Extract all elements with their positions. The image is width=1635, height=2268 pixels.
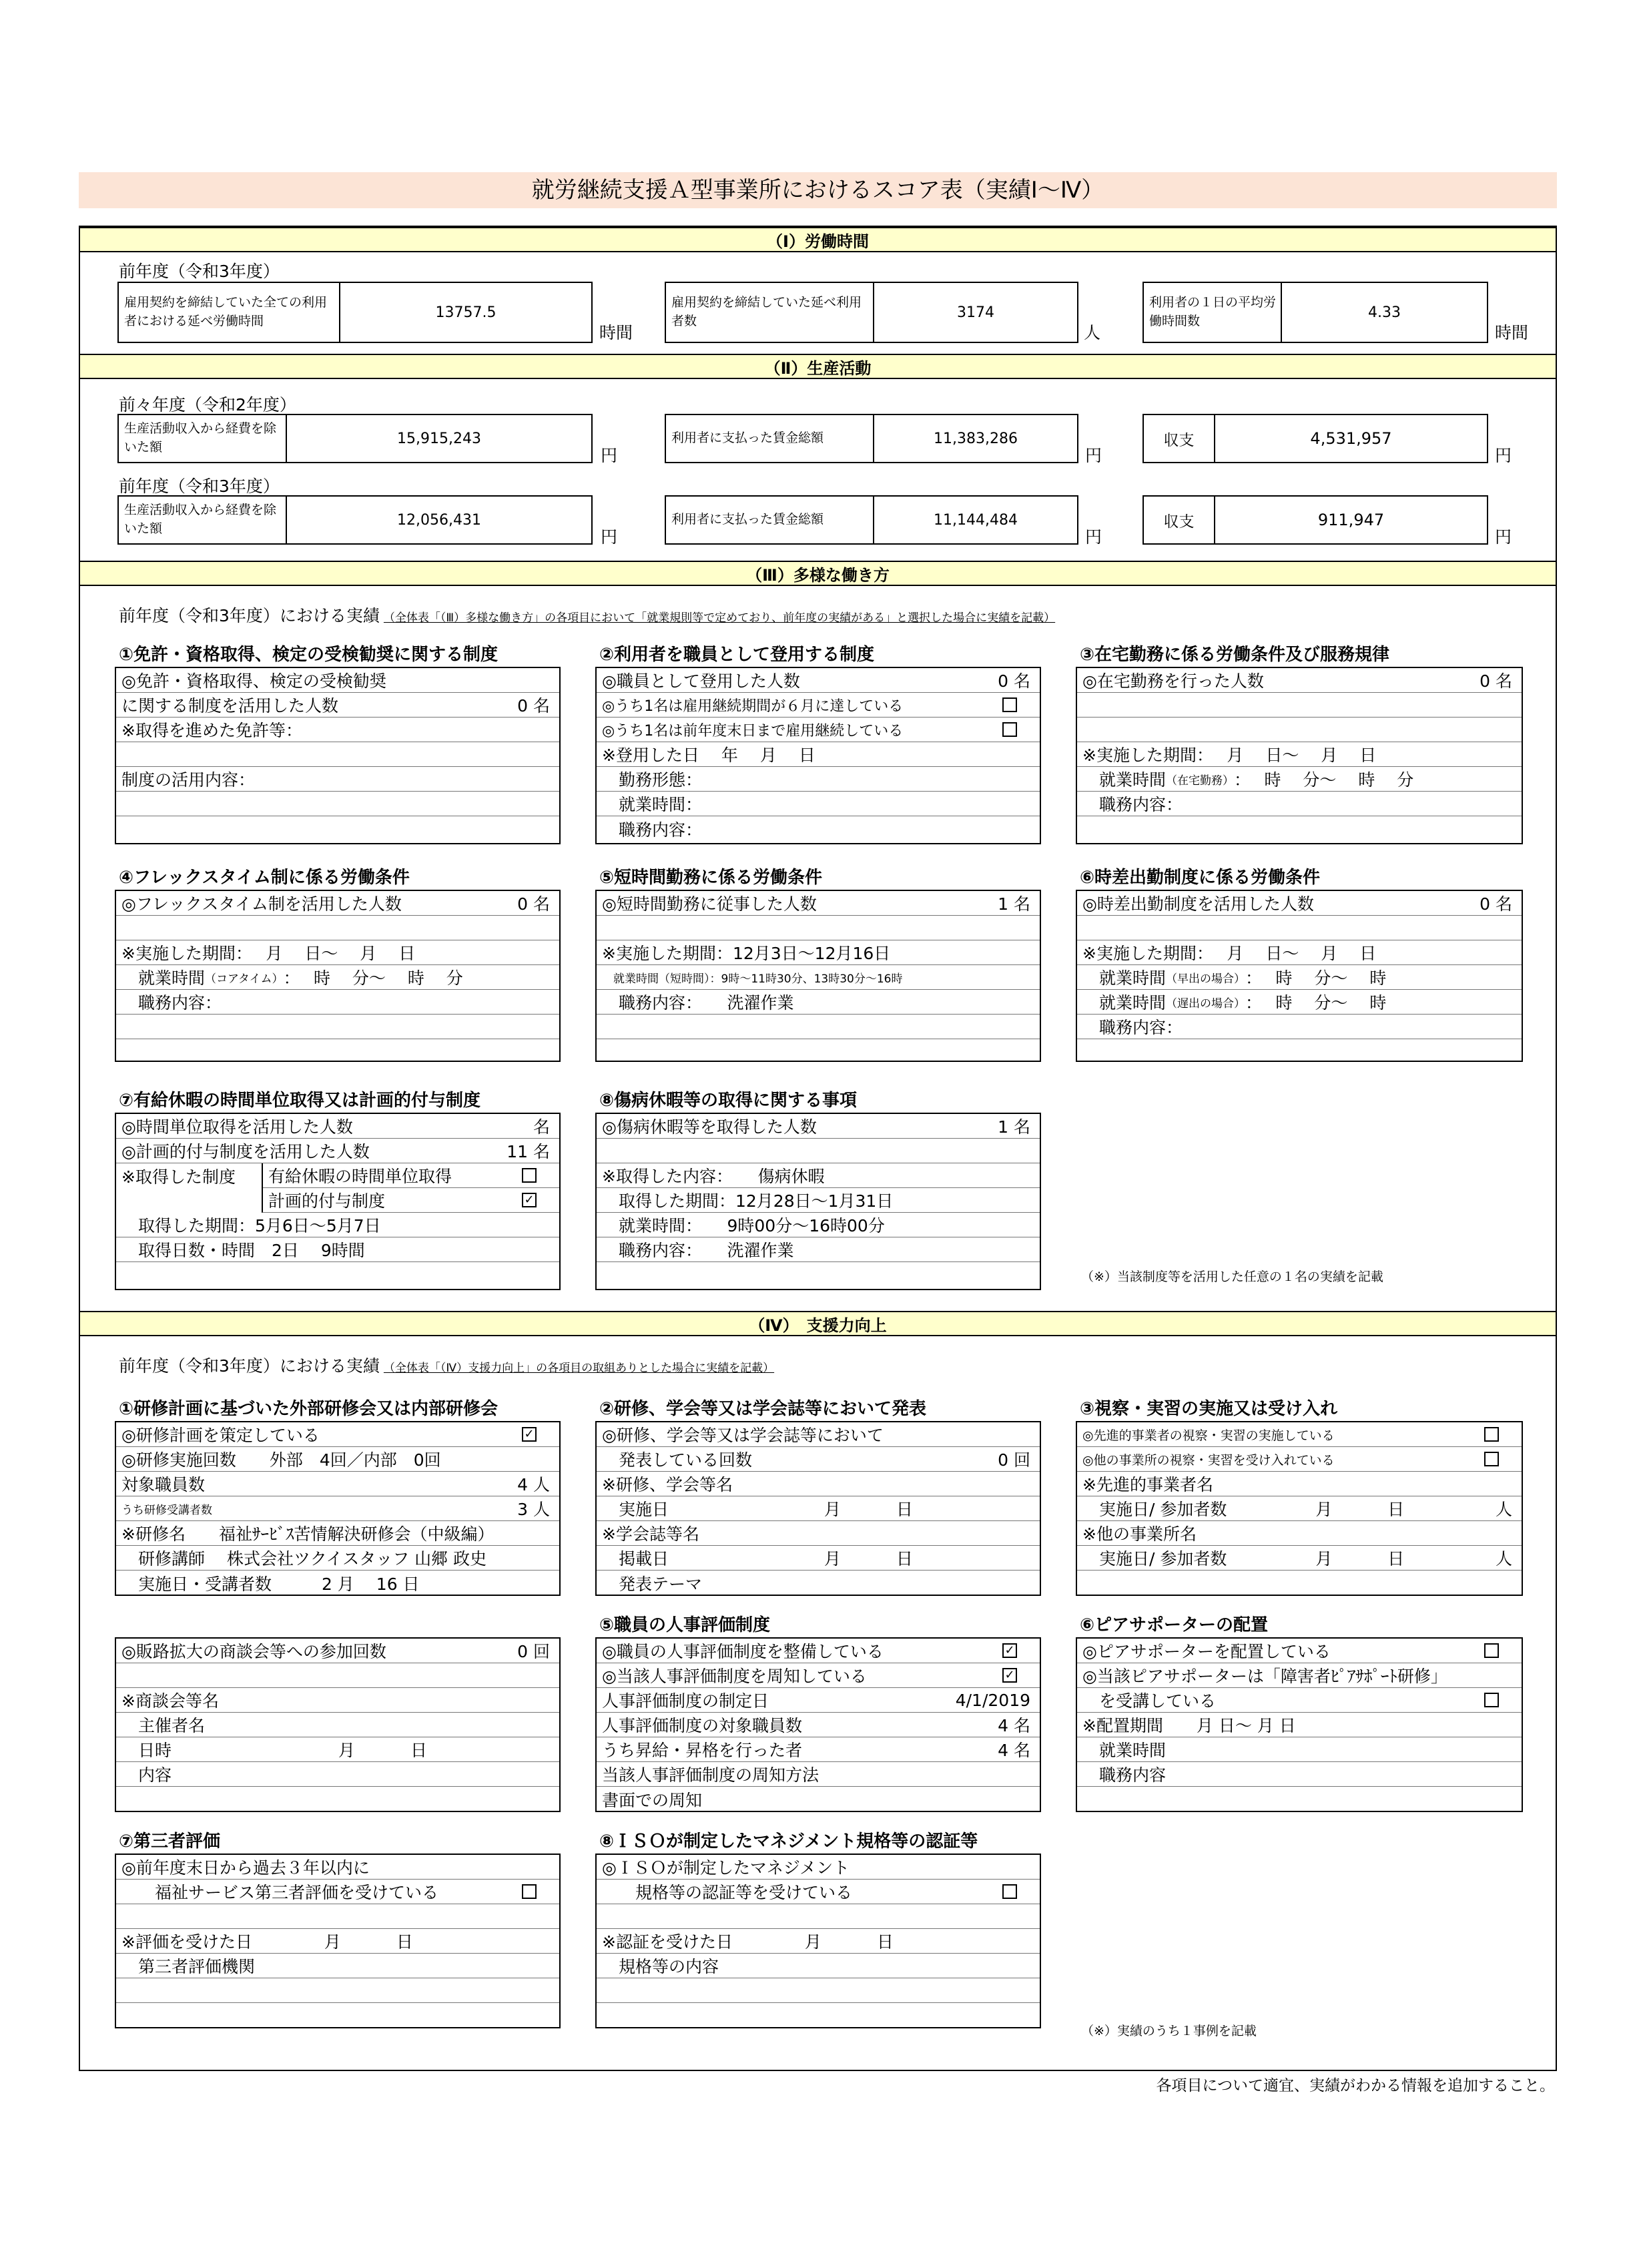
row-text: 0 名 [1480,894,1512,914]
form-row: 制度の活用内容： [116,767,559,792]
s4-panel-5 [595,1637,1041,1812]
form-row [116,1787,559,1811]
form-row: ※実施した期間：12月3日～12月16日 [597,940,1040,965]
row-text: ： 時 分～ 時 [1245,968,1387,988]
row-text: （全体表「（Ⅳ）支援力向上」の各項目の取組ありとした場合に実績を記載） [383,1362,775,1375]
s2-p1-value-3: 4,531,957 [1310,429,1392,448]
s2-p2-label-2: 利用者に支払った賃金総額 [671,512,824,527]
row-text: うち昇給・昇格を行った者 [602,1741,803,1760]
row-text: 発表している回数 [602,1450,753,1470]
row-text: ◎フレックスタイム制を活用した人数 [121,894,402,914]
form-row [597,1663,1040,1688]
s3-panel-3 [1076,667,1523,844]
row-text: 4 名 [998,1741,1030,1760]
form-row: 掲載日 月 日 [597,1546,1040,1571]
form-row: ◎ＩＳＯが制定したマネジメント [597,1855,1040,1880]
form-row [116,1262,559,1287]
s1-box-users [665,282,1078,343]
row-text: ◎当該人事評価制度を周知している [602,1667,867,1686]
row-text: 対象職員数 [121,1475,206,1494]
form-row: 職務内容： [116,990,559,1015]
row-text: 0 回 [998,1450,1030,1470]
form-row: 職務内容： [1077,792,1522,816]
s2-p2-label-3: 収支 [1163,513,1195,531]
s3-panel-2 [595,667,1041,844]
row-text: 人 [1495,1549,1512,1569]
s4-panel-1 [115,1421,561,1596]
row-text: 福祉サービス第三者評価を受けている [121,1883,439,1902]
s1-users-value: 3174 [957,304,994,321]
s2-p1-box-2 [665,414,1078,463]
checkbox-peer-training[interactable] [1484,1693,1499,1707]
form-row: ◎研修実施回数 外部 4回／内部 0回 [116,1447,559,1472]
row-text: 人 [1495,1500,1512,1519]
form-row [1077,693,1522,718]
s2-p1-label-1: 生産活動収入から経費を除いた額 [124,421,277,455]
form-row [1077,1688,1522,1713]
s1-box-total-hours [117,282,593,343]
row-text: 有給休暇の時間単位取得 [268,1167,452,1186]
form-row [597,1880,1040,1904]
s2-p1-value-2: 11,383,286 [934,430,1018,447]
s1-avg-hours-label: 利用者の１日の平均労働時間数 [1149,295,1277,328]
form-row: ※認証を受けた日 月 日 [597,1929,1040,1954]
form-row [116,1496,559,1521]
form-row [1077,718,1522,742]
form-row [597,1904,1040,1929]
form-row: 取得日数・時間 2日 9時間 [116,1237,559,1262]
form-row [116,816,559,841]
s2-period-1: 前々年度（令和2年度） [119,395,296,414]
s2-p1-yen-1: 円 [601,446,618,465]
form-row: ※登用した日 年 月 日 [597,742,1040,767]
s3-heading-8: ⑧傷病休暇等の取得に関する事項 [599,1091,858,1111]
form-row: 研修講師 株式会社ツクイスタッフ 山郷 政史 [116,1546,559,1571]
form-row: ※学会誌等名 [597,1521,1040,1546]
s4-heading-8: ⑧ＩＳＯが制定したマネジメント規格等の認証等 [599,1831,978,1852]
row-text: ◎職員として登用した人数 [602,671,800,691]
s1-unit-hours-2: 時間 [1495,323,1529,342]
checkbox-peer-supporter[interactable] [1484,1643,1499,1658]
form-row [1077,767,1522,792]
row-text: 就業時間 [1082,993,1167,1013]
s3-panel-8 [595,1113,1041,1290]
row-text: 実施日/ 参加者数 月 日 [1082,1549,1405,1569]
form-row: 職務内容： [1077,1015,1522,1039]
form-row: ◎免許・資格取得、検定の受検勧奨 [116,668,559,693]
band-labor-hours: （Ⅰ）労働時間 [80,227,1556,252]
form-row [116,1015,559,1039]
row-text: ◎うち1名は雇用継続期間が６月に達している [602,697,904,715]
s1-period: 前年度（令和3年度） [119,262,280,281]
s2-p2-box-2 [665,495,1078,545]
s4-panel-4 [115,1637,561,1812]
form-row: ※取得を進めた免許等： [116,718,559,742]
row-text: （全体表「（Ⅲ）多様な働き方」の各項目において「就業規則等で定めており、前年度の実績がある」と選択した場合に実績を記載） [383,611,1056,625]
form-row: 実施日・受講者数 2 月 16 日 [121,1574,420,1594]
s3-heading-5: ⑤短時間勤務に係る労働条件 [599,868,823,888]
row-text: 規格等の認証等を受けている [602,1883,853,1902]
s3-heading-6: ⑥時差出勤制度に係る労働条件 [1080,868,1321,888]
form-row: 書面での周知 [602,1790,703,1810]
s2-p1-label-3: 収支 [1163,431,1195,449]
form-row [597,1688,1040,1713]
form-row: ◎当該ピアサポーターは「障害者ﾋﾟｱｻﾎﾟｰﾄ研修」 [1077,1663,1522,1688]
checkbox-hr-eval-established[interactable]: ✓ [1002,1643,1017,1658]
s3-heading-2: ②利用者を職員として登用する制度 [599,645,875,665]
form-row [116,792,559,816]
form-row: 職務内容： 洗濯作業 [597,1237,1040,1262]
form-row [116,1880,559,1904]
s2-p1-box-1 [117,414,593,463]
s2-p1-box-3 [1142,414,1488,463]
row-text: ◎時差出勤制度を活用した人数 [1082,894,1314,914]
form-row [263,1163,559,1188]
row-text: 就業時間 [121,968,206,988]
s4-intro [119,1358,774,1374]
row-text: 人事評価制度の制定日 [602,1691,769,1711]
form-row [116,2003,559,2028]
page-title: 就労継続支援Ａ型事業所におけるスコア表（実績Ⅰ～Ⅳ） [79,172,1557,208]
s3-heading-1: ①免許・資格取得、検定の受検勧奨に関する制度 [119,645,499,665]
s3-heading-3: ③在宅勤務に係る労働条件及び服務規律 [1080,645,1390,665]
form-row [1077,1422,1522,1447]
row-text: 1 名 [998,894,1030,914]
form-row [597,1039,1040,1064]
row-text: （コアタイム） [205,972,284,986]
s3-heading-4: ④フレックスタイム制に係る労働条件 [119,868,410,888]
s2-p2-box-3 [1142,495,1488,545]
s1-unit-hours-1: 時間 [599,323,633,342]
row-text: 0 名 [517,696,550,716]
row-text: 11 名 [507,1142,550,1161]
row-text: （在宅勤務） [1166,774,1235,788]
row-text: 人事評価制度の対象職員数 [602,1716,803,1735]
form-row [1077,1571,1522,1595]
s2-p2-value-3: 911,947 [1317,511,1385,529]
s3-panel-7 [115,1113,561,1290]
s1-unit-people: 人 [1084,323,1101,342]
row-text: 就業時間 [1082,770,1167,790]
row-text: ◎在宅勤務を行った人数 [1082,671,1264,691]
form-row: ※取得した内容： 傷病休暇 [597,1163,1040,1188]
checkbox-continued-fy-end[interactable] [1002,722,1017,737]
row-text: ： 時 分～ 時 分 [1234,770,1414,790]
form-row [116,1422,559,1447]
form-row: 就業時間 [1077,1737,1522,1762]
s4-heading-5: ⑤職員の人事評価制度 [599,1615,771,1635]
row-text: ◎傷病休暇等を取得した人数 [602,1117,817,1137]
row-text: を受講している [1082,1691,1217,1711]
form-row: ※先進的事業者名 [1077,1472,1522,1496]
score-frame [79,226,1557,2071]
checkbox-hourly-leave[interactable] [522,1168,537,1183]
s2-p2-yen-2: 円 [1085,527,1102,547]
s1-total-hours-value: 13757.5 [435,304,497,321]
s3-heading-7: ⑦有給休暇の時間単位取得又は計画的付与制度 [119,1091,481,1111]
form-row [597,1639,1040,1663]
checkbox-iso-cert[interactable] [1002,1884,1017,1899]
form-row [1077,1496,1522,1521]
form-row [116,916,559,940]
form-row: ◎研修、学会等又は学会誌等において [597,1422,1040,1447]
form-row [1077,1039,1522,1064]
form-row [597,1737,1040,1762]
form-row: 第三者評価機関 [116,1954,559,1978]
row-text: 4 名 [998,1716,1030,1735]
form-row: 日時 月 日 [116,1737,559,1762]
s2-p2-value-1: 12,056,431 [397,511,481,529]
s3-panel-6 [1076,890,1523,1062]
s2-p2-yen-1: 円 [601,527,618,547]
form-row [597,1978,1040,2003]
form-row [1077,1787,1522,1811]
row-text: 4 人 [517,1475,550,1494]
row-text: 4/1/2019 [955,1690,1030,1710]
form-row: 内容 [116,1762,559,1787]
form-row: 職務内容： 洗濯作業 [597,990,1040,1015]
form-row [1077,891,1522,916]
s4-heading-6: ⑥ピアサポーターの配置 [1080,1615,1269,1635]
s3-intro [119,607,1055,624]
form-row [597,1447,1040,1472]
form-row [1077,1639,1522,1663]
form-row [597,1114,1040,1139]
form-row: ※商談会等名 [116,1688,559,1713]
row-text: ◎短時間勤務に従事した人数 [602,894,817,914]
form-row: ◎前年度末日から過去３年以内に [116,1855,559,1880]
s1-avg-hours-value: 4.33 [1368,304,1401,321]
form-row [1077,916,1522,940]
row-text: ※取得した制度 [121,1167,236,1187]
s3-panel-5 [595,890,1041,1062]
form-row [597,916,1040,940]
row-text: ◎他の事業所の視察・実習を受け入れている [1082,1452,1335,1468]
form-row [1077,816,1522,841]
form-row [1077,1447,1522,1472]
row-text: うち研修受講者数 [121,1503,212,1517]
form-row [116,891,559,916]
s4-heading-3: ③視察・実習の実施又は受け入れ [1080,1399,1338,1419]
form-row [116,1904,559,1929]
s1-users-label: 雇用契約を締結していた延べ利用者数 [671,295,862,328]
form-row: ※研修、学会等名 [597,1472,1040,1496]
form-row [597,891,1040,916]
form-row [263,1188,559,1212]
s2-p2-value-2: 11,144,484 [934,511,1018,529]
s2-p1-yen-2: 円 [1085,446,1102,465]
checkbox-accept-visits[interactable] [1484,1452,1499,1466]
form-row: ※実施した期間： 月 日～ 月 日 [1077,742,1522,767]
form-row: 当該人事評価制度の周知方法 [597,1762,1040,1787]
form-row: 実施日 月 日 [597,1496,1040,1521]
row-text: ◎うち1名は前年度末日まで雇用継続している [602,722,904,740]
form-row: 取得した期間：12月28日～1月31日 [597,1188,1040,1213]
form-row: ※他の事業所名 [1077,1521,1522,1546]
s1-total-hours-label: 雇用契約を締結していた全ての利用者における延べ労働時間 [124,295,328,328]
form-row [597,1262,1040,1287]
s4-panel-3 [1076,1421,1523,1596]
s3-panel-1 [115,667,561,844]
checkbox-planned-leave[interactable]: ✓ [522,1193,537,1207]
s4-panel-7 [115,1854,561,2028]
checkbox-third-party-eval[interactable] [522,1884,537,1899]
row-text: ◎ピアサポーターを配置している [1082,1642,1331,1661]
row-text: 名 [533,1117,550,1137]
s2-p1-value-1: 15,915,243 [397,430,481,447]
form-row [597,1713,1040,1737]
row-text: ： 時 分～ 時 [1245,993,1387,1013]
s3-r7-options [262,1163,559,1213]
form-row: 発表テーマ [602,1574,703,1594]
form-row [116,693,559,718]
s3-panel-4 [115,890,561,1062]
row-text: 前年度（令和3年度）における実績 [119,606,380,625]
band-diverse-work: （Ⅲ）多様な働き方 [80,561,1556,586]
form-row: 取得した期間：5月6日～5月7日 [116,1213,559,1237]
form-row [116,1472,559,1496]
form-row [116,1114,559,1139]
checkbox-training-plan[interactable]: ✓ [522,1427,537,1442]
band-production: （Ⅱ）生産活動 [80,354,1556,379]
form-row: 勤務形態： [597,767,1040,792]
form-row [116,1978,559,2003]
row-text: 3 人 [517,1500,550,1519]
s4-note: （※）実績のうち１事例を記載 [1081,2024,1257,2038]
form-row [597,668,1040,693]
form-row [597,693,1040,718]
s2-p1-yen-3: 円 [1495,446,1512,465]
row-text: 実施日/ 参加者数 月 日 [1082,1500,1405,1519]
s4-heading-2: ②研修、学会等又は学会誌等において発表 [599,1399,927,1419]
s4-panel-8 [595,1854,1041,2028]
s2-p2-box-1 [117,495,593,545]
form-row: ※研修名 福祉ｻｰﾋﾞｽ苦情解決研修会（中級編） [116,1521,559,1546]
row-text: ◎計画的付与制度を活用した人数 [121,1142,370,1161]
form-row: ※配置期間 月 日～ 月 日 [1077,1713,1522,1737]
row-text: 計画的付与制度 [268,1191,386,1211]
s3-note: （※）当該制度等を活用した任意の１名の実績を記載 [1081,1269,1383,1284]
s2-p2-label-1: 生産活動収入から経費を除いた額 [124,503,277,536]
row-text: 0 名 [998,671,1030,691]
form-row [1077,1546,1522,1571]
row-text: ◎販路拡大の商談会等への参加回数 [121,1642,386,1661]
checkbox-visit-advanced[interactable] [1484,1427,1499,1442]
s4-panel-2 [595,1421,1041,1596]
form-row: 就業時間： [597,792,1040,816]
form-row [116,1663,559,1688]
s4-heading-1: ①研修計画に基づいた外部研修会又は内部研修会 [119,1399,499,1419]
form-row [116,1139,559,1163]
row-text: 0 名 [1480,671,1512,691]
footer-note: 各項目について適宜、実績がわかる情報を追加すること。 [1156,2077,1555,2094]
s4-heading-7: ⑦第三者評価 [119,1831,221,1852]
row-text: 0 名 [517,894,550,914]
form-row [116,742,559,767]
row-text: 1 名 [998,1117,1030,1137]
row-text: ◎時間単位取得を活用した人数 [121,1117,353,1137]
form-row: ※評価を受けた日 月 日 [116,1929,559,1954]
s2-period-2: 前年度（令和3年度） [119,477,280,496]
form-row: ※実施した期間： 月 日～ 月 日 [116,940,559,965]
row-text: 0 回 [517,1642,550,1661]
s2-p1-label-2: 利用者に支払った賃金総額 [671,431,824,446]
form-row: 就業時間： 9時00分～16時00分 [597,1213,1040,1237]
band-support-capacity: （Ⅳ） 支援力向上 [80,1311,1556,1336]
form-row [597,2003,1040,2028]
form-row [597,718,1040,742]
form-row [597,1015,1040,1039]
checkbox-continued-6m[interactable] [1002,697,1017,712]
row-text: に関する制度を活用した人数 [121,696,339,716]
form-row [116,965,559,990]
s2-p2-yen-3: 円 [1495,527,1512,547]
checkbox-hr-eval-informed[interactable]: ✓ [1002,1668,1017,1683]
form-row: 就業時間（短時間）：9時～11時30分、13時30分～16時 [597,965,1040,990]
form-row [1077,990,1522,1015]
form-row: 職務内容： [602,820,703,840]
form-row [116,1039,559,1064]
row-text: 前年度（令和3年度）における実績 [119,1356,380,1376]
row-text: （遅出の場合） [1166,997,1246,1011]
form-row: ※実施した期間： 月 日～ 月 日 [1077,940,1522,965]
row-text: 就業時間 [1082,968,1167,988]
row-text: ◎研修計画を策定している [121,1426,320,1445]
form-row [1077,965,1522,990]
form-row [116,1639,559,1663]
form-row: 規格等の内容 [597,1954,1040,1978]
form-row: 職務内容 [1077,1762,1522,1787]
row-text: （早出の場合） [1166,972,1246,986]
row-text: ： 時 分～ 時 分 [283,968,463,988]
form-row [1077,668,1522,693]
form-row: 主催者名 [116,1713,559,1737]
row-text: ◎職員の人事評価制度を整備している [602,1642,884,1661]
form-row [597,1139,1040,1163]
row-text: ◎先進的事業者の視察・実習の実施している [1082,1428,1335,1443]
s1-box-avg-hours [1142,282,1488,343]
s4-panel-6 [1076,1637,1523,1812]
